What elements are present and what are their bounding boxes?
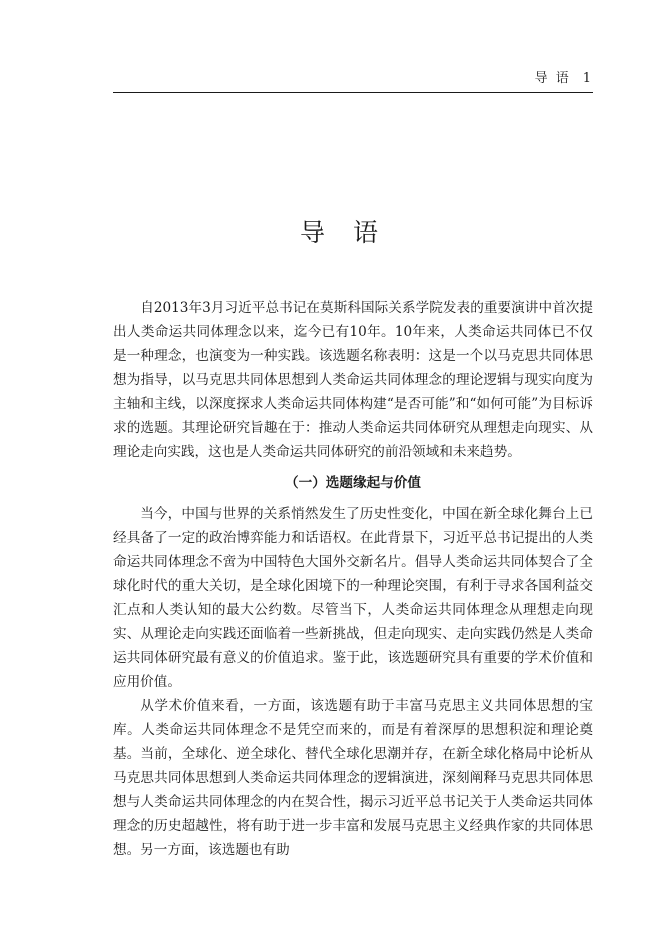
chapter-title: 导语 — [299, 218, 406, 247]
section-paragraph-1: 当今，中国与世界的关系悄然发生了历史性变化，中国在新全球化舞台上已经具备了一定的政治博弈能力和话语权。在此背景下，习近平总书记提出的人类命运共同体理念不啻为中国特色大国外交新名片。倡导人类命运共同体契合了全球化时代的重大关切，是全球化困境下的一种理论突围，有利于寻求各国利益交汇点和人类认知的最大公约数。尽管当下，人类命运共同体理念从理想走向现实、从理论走向实践还面临着一些新挑战，但走向现实、走向实践仍然是人类命运共同体研究最有意义的价值追求。鉴于此，该选题研究具有重要的学术价值和应用价值。 — [113, 506, 593, 690]
running-header — [115, 70, 593, 92]
section-paragraph-2: 从学术价值来看，一方面，该选题有助于丰富马克思主义共同体思想的宝库。人类命运共同体理念不是凭空而来的，而是有着深厚的思想积淀和理论奠基。当前，全球化、逆全球化、替代全球化思潮并存，在新全球化格局中论析从马克思共同体思想到人类命运共同体理念的逻辑演进，深刻阐释马克思共同体思想与人类命运共同体理念的内在契合性，揭示习近平总书记关于人类命运共同体理念的历史超越性，将有助于进一步丰富和发展马克思主义经典作家的共同体思想。另一方面，该选题也有助 — [113, 698, 593, 858]
intro-paragraph: 自2013年3月习近平总书记在莫斯科国际关系学院发表的重要演讲中首次提出人类命运共同体理念以来，迄今已有10年。10年来，人类命运共同体已不仅是一种理念，也演变为一种实践。该选题名称表明：这是一个以马克思共同体思想为指导，以马克思共同体思想到人类命运共同体理念的理论逻辑与现实向度为主轴和主线，以深度探求人类命运共同体构建“是否可能”和“如何可能”为目标诉求的选题。其理论研究旨趣在于：推动人类命运共同体研究从理想走向现实、从理论走向实践，这也是人类命运共同体研究的前沿领域和未来趋势。 — [113, 300, 593, 460]
running-title: 导 语 — [534, 71, 571, 86]
section-heading: （一）选题缘起与价值 — [285, 475, 421, 491]
header-rule — [113, 92, 593, 93]
body-text — [113, 296, 593, 862]
page-number: 1 — [582, 71, 593, 86]
